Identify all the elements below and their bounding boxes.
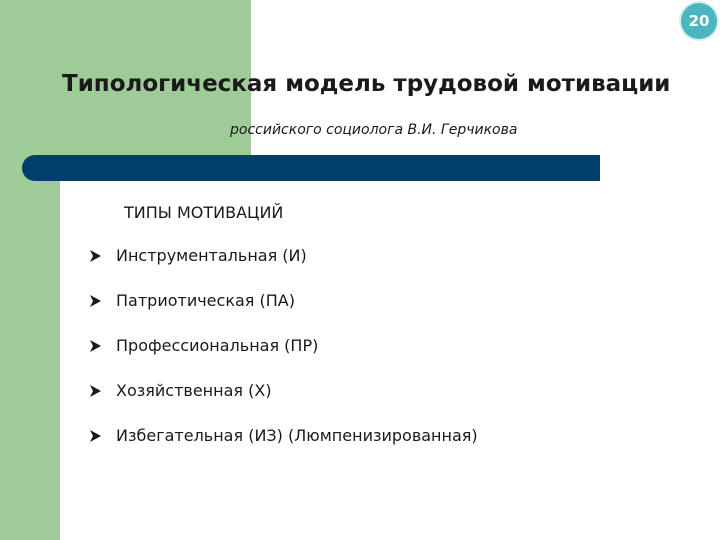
- decor-navy-bar: [22, 155, 600, 181]
- list-item-label: Избегательная (ИЗ) (Люмпенизированная): [116, 426, 478, 445]
- list-item-label: Хозяйственная (Х): [116, 381, 272, 400]
- arrowhead-bullet-icon: [88, 380, 116, 402]
- decor-green-side-strip: [0, 176, 60, 540]
- arrowhead-bullet-icon: [88, 245, 116, 267]
- list-item-instrumental: [88, 245, 478, 290]
- slide-subtitle: российского социолога В.И. Герчикова: [230, 122, 518, 138]
- list-item-avoidant: [88, 425, 478, 470]
- motivation-types-list: [88, 245, 478, 470]
- list-item-professional: [88, 335, 478, 380]
- arrowhead-bullet-icon: [88, 425, 116, 447]
- page-number-badge: 20: [681, 3, 717, 39]
- list-heading: ТИПЫ МОТИВАЦИЙ: [124, 203, 284, 222]
- list-item-label: Профессиональная (ПР): [116, 336, 319, 355]
- arrowhead-bullet-icon: [88, 290, 116, 312]
- list-item-label: Патриотическая (ПА): [116, 291, 295, 310]
- list-item-patriotic: [88, 290, 478, 335]
- slide-title: Типологическая модель трудовой мотивации: [62, 71, 671, 97]
- list-item-label: Инструментальная (И): [116, 246, 307, 265]
- arrowhead-bullet-icon: [88, 335, 116, 357]
- list-item-economic: [88, 380, 478, 425]
